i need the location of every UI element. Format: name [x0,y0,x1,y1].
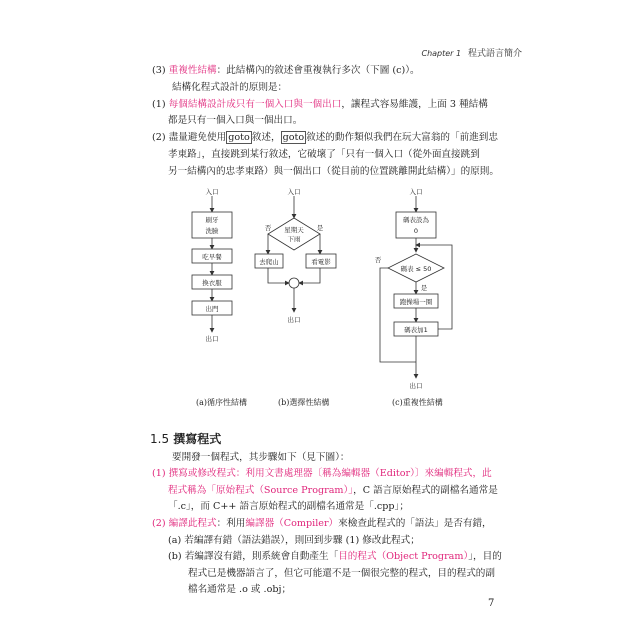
caption-a: (a)循序性結構 [196,398,248,407]
step-2-line [152,517,492,531]
step-1-line [152,467,492,481]
highlight-term: 目的程式（Object Program） [338,551,469,562]
chapter-title: 程式語言簡介 [467,49,522,59]
principle-1-line2: 都是只有一個入口與一個出口。 [168,115,303,126]
loop-init-line2: 0 [413,227,419,235]
seq-box-4-label: 出門 [205,305,219,313]
goto-keyword: goto [282,132,305,143]
section-heading [150,430,221,447]
item-number: (2) [152,132,166,143]
loop-entry-label: 入口 [409,188,423,196]
highlight-term: 重複性結構 [168,65,217,76]
sel-cond-line1: 星期天 [284,226,304,234]
sel-no-label: 否 [264,224,272,232]
item-text: ：此結構內的敘述會重複執行多次（下圖 (c)）。 [216,65,420,76]
sel-cond-line2: 下雨 [287,235,301,243]
highlight-term: 撰寫或修改程式：利用文書處理器〔稱為編輯器（Editor）〕來編輯程式，此 [168,468,492,479]
caption-c: (c)重複性結構 [392,398,443,407]
section-number: 1.5 [150,432,170,446]
item-text: ，讓程式容易維護，上面 3 種結構 [341,99,488,110]
item-number: (1) [152,99,166,110]
loop-no-label: 否 [374,256,382,264]
item-text: 盡量避免使用 [168,132,227,143]
step-number: (2) [152,518,166,529]
substep-text: 」，目的 [468,551,502,562]
highlight-term: 編譯器（Compiler） [245,518,339,529]
highlight-term: 程式稱為「原始程式（Source Program）」 [168,485,354,496]
sel-left-box-label: 去爬山 [259,258,279,266]
principles-intro: 結構化程式設計的原則是： [172,82,288,93]
step-1-line2 [168,484,498,498]
item-number: (3) [152,65,166,76]
merge-circle [289,278,299,288]
sel-right-box-label: 看電影 [311,258,331,266]
substep-number: (b) [168,551,182,562]
seq-box-1-line1: 刷牙 [205,216,219,224]
loop-exit-label: 出口 [409,382,423,390]
item-text: 敘述的動作類似我們在玩大富翁的「前進到忠 [306,132,498,143]
step-text: 來檢查此程式的「語法」是否有錯， [338,518,492,529]
substep-text: 若編譯沒有錯，則系統會自動產生「 [184,551,339,562]
steps-lead: 要開發一個程式，其步驟如下（見下圖）： [172,452,350,463]
page-number: 7 [488,598,495,609]
substep-b-line [168,550,502,564]
loop-body-2-label: 碼表加1 [404,326,428,334]
caption-b: (b)選擇性結構 [278,398,330,407]
item-text: 敘述， [251,132,281,143]
section-title: 撰寫程式 [173,432,222,446]
substep-a-line [168,534,420,548]
chapter-label: Chapter 1 [421,49,462,58]
step-text: ：利用 [216,518,246,529]
sel-exit-label: 出口 [287,316,301,324]
step-text: ，C 語言原始程式的副檔名通常是 [353,485,498,496]
highlight-term: 編譯此程式 [168,518,217,529]
substep-b-line2: 程式已是機器語言了，但它可能還不是一個很完整的程式，目的程式的副 [188,568,495,579]
seq-box-2-label: 吃早餐 [202,253,222,261]
loop-cond-label: 碼表 ≤ 50 [400,265,432,273]
step-number: (1) [152,468,166,479]
loop-init-line1: 碼表設為 [403,216,429,224]
selection-diamond [268,218,320,250]
seq-exit-label: 出口 [205,335,219,343]
principle-2-line3: 另一結構內的忠孝東路）與一個出口（從目前的位置跳離開此結構）」的原則。 [168,166,499,177]
substep-b-line3: 檔名通常是 .o 或 .obj； [188,584,292,595]
sel-entry-label: 入口 [287,188,301,196]
seq-box-1-line2: 洗臉 [205,227,219,235]
goto-keyword: goto [228,132,250,143]
highlight-term: 每個結構設計成只有一個入口與一個出口 [168,99,342,110]
step-1-line3: 「.c」，而 C++ 語言原始程式的副檔名通常是「.cpp」； [168,501,409,512]
substep-number: (a) [168,535,182,546]
seq-box-3-label: 換衣服 [202,279,222,287]
sel-yes-label: 是 [316,224,324,232]
substep-text: 若編譯有錯（語法錯誤），則回到步驟 (1) 修改此程式； [184,535,420,546]
loop-yes-label: 是 [420,284,428,292]
seq-entry-label: 入口 [205,188,219,196]
loop-body-1-label: 跑操場一圈 [399,298,433,306]
principle-2-line2: 孝東路」，直接跳到某行敘述，它破壞了「只有一個入口（從外面直接跳到 [168,149,480,160]
